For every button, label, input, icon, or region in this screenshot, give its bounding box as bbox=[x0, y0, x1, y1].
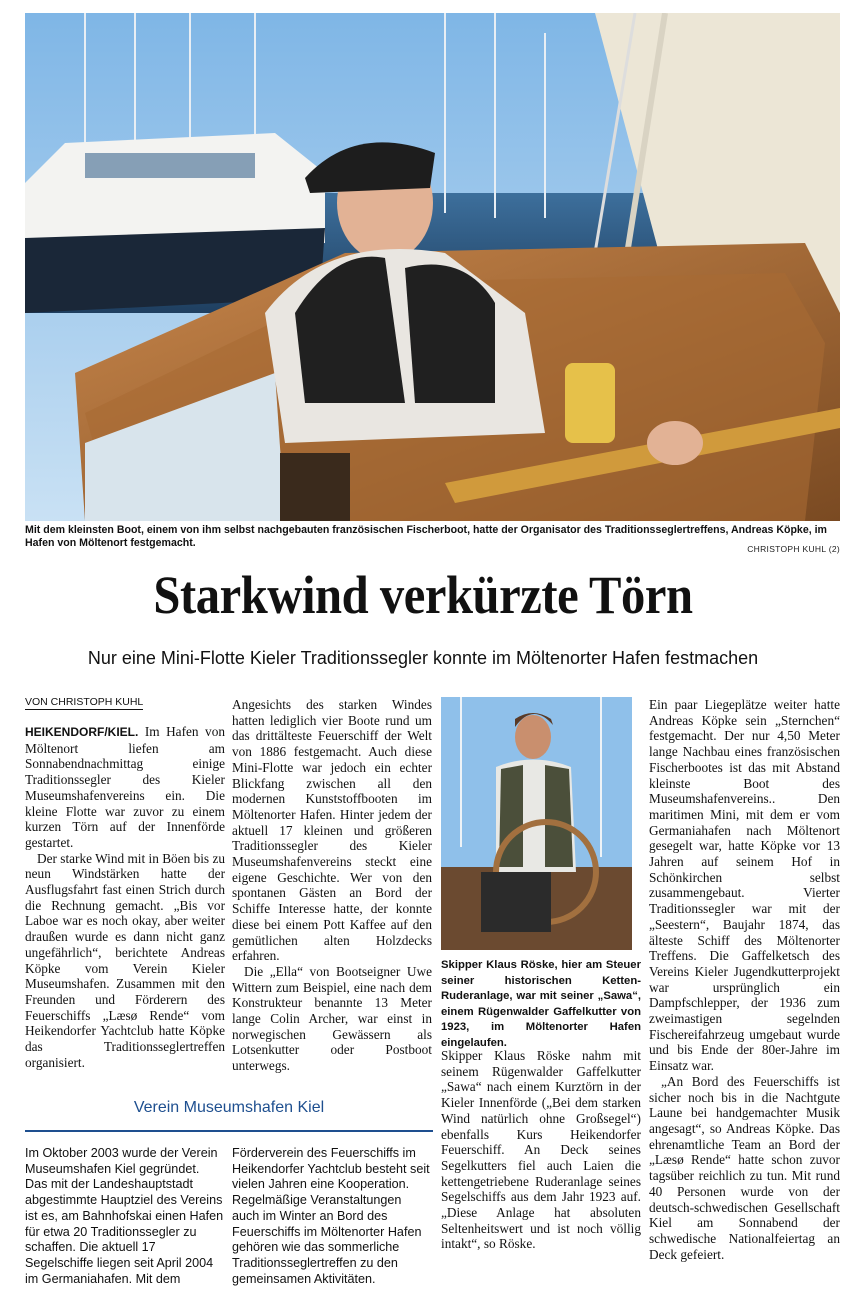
article-column-1 bbox=[25, 724, 225, 1070]
infobox-column-1: Im Oktober 2003 wurde der Verein Museumshafen Kiel gegründet. Das mit der Landeshauptstadt abgestimmte Hauptziel des Vereins ist es, am Bahnhofskai einen Hafen für etwa 20 Traditionssegler zu schaffen. Die aktuell 17 Segelschiffe liegen seit April 2004 im Germaniahafen. Mit dem bbox=[25, 1146, 224, 1286]
byline: VON CHRISTOPH KUHL bbox=[25, 696, 144, 708]
article-paragraph: „An Bord des Feuerschiffs ist sicher noch bis in die Nachtgute Laune bei handgemachter Musik angesagt“, so Andreas Köpke. Das ehrenamtliche Team an Bord der „Læsø Rende“ hatte schon zuvor tagsüber reichlich zu tun. Mit rund 40 Personen wurde von der deutsch-schwedischen Gesellschaft Kiel am Sonnabend der schwedische Nationalfeiertag an Deck gefeiert. bbox=[649, 1073, 840, 1262]
article-paragraph bbox=[25, 724, 225, 851]
article-column-3 bbox=[441, 1048, 641, 1252]
headline: Starkwind verkürzte Törn bbox=[153, 565, 693, 625]
infobox-column-2: Förderverein des Feuerschiffs im Heikendorfer Yachtclub besteht seit vielen Jahren eine Kooperation. Regelmäßige Veranstaltungen auch im Winter an Bord des Feuerschiffs im Möltenorter Hafen gehören wie das sommerliche Traditionsseglertreffen zu den gemeinsamen Aktivitäten. bbox=[232, 1146, 430, 1286]
article-paragraph: Skipper Klaus Röske nahm mit seinem Rügenwalder Gaffelkutter „Sawa“ nach einem Kurztörn in der Kieler Innenförde („Bei dem starken Wind natürlich ohne Großsegel“) ebenfalls Kurs Heikendorfer Feuerschiff. An Deck seines Segelkutters fiel auch Laien die kettengetriebene Ruderanlage seines Segelschiffs aus dem Jahr 1923 auf. „Diese Anlage hat absoluten Seltenheitswert und ist noch völlig intakt“, so Röske. bbox=[441, 1048, 641, 1252]
article-paragraph: Ein paar Liegeplätze weiter hatte Andreas Köpke sein „Sternchen“ festgemacht. Der nur 4,50 Meter lange Nachbau eines französischen Fischerbootes ist das mit Abstand kleinste Boot des Museumshafenvereins.. Den maritimen Mini, mit dem er vom Germaniahafen nach Möltenort gesegelt war, hatte Köpke vor 13 Jahren auf seinem Hof in Schönkirchen selbst zusammengebaut. Vierter Traditionssegler war mit der „Seestern“, Baujahr 1874, das älteste Schiff des Möltenorter Treffens. Die Gaffelketsch des Vereins Kieler Jugendkutterprojekt war ursprünglich ein Dampfschlepper, der 1936 zum zweimastigen segelnden Fischereifahrzeug umgebaut wurde und bis Ende der 80er-Jahre im Einsatz war. bbox=[649, 697, 840, 1074]
photo-caption: Mit dem kleinsten Boot, einem von ihm selbst nachgebauten französischen Fischerboot, hatte der Organisator des Traditionsseglertreffens, Andreas Köpke, im Hafen von Möltenort festgemacht. bbox=[25, 524, 827, 549]
subheadline: Nur eine Mini-Flotte Kieler Traditionssegler konnte im Möltenorter Hafen festmachen bbox=[87, 648, 759, 668]
article-text: Im Hafen von Möltenort liefen am Sonnabendnachmittag einige Traditionssegler des Kieler Museumshafenvereins ein. Die kleine Flotte war zuvor zu einem kurzen Törn auf der Innenförde gestartet. bbox=[25, 724, 225, 850]
article-paragraph: Der starke Wind mit in Böen bis zu neun Windstärken hatte der Ausflugsfahrt fast einen Strich durch die Rechnung gemacht. „Bis vor Laboe war es noch okay, aber weiter draußen wurde es dann nicht ganz ungefährlich“, berichtete Andreas Köpke vom Verein Kieler Museumshafen. Zusammen mit den Freunden und Förderern des Feuerschiffs „Læsø Rende“ vom Heikendorfer Yachtclub hatte Köpke das Traditionsseglertreffen organisiert. bbox=[25, 850, 225, 1070]
hero-photo-drawing bbox=[25, 13, 840, 521]
infobox-divider bbox=[25, 1130, 433, 1132]
article-paragraph: Angesichts des starken Windes hatten lediglich vier Boote rund um das drittälteste Feuerschiff der Welt von 1886 festgemacht. Auch diese Mini-Flotte war jedoch ein echter Blickfang zwischen all den modernen Kunststoffbooten im Möltenorter Hafen. Hinter jedem der aktuell 17 kleinen und größeren Traditionssegler des Kieler Museumshafenvereins steckt eine eigene Geschichte. Wer von den spontanen Gästen an Bord der Schiffe Interesse hatte, der konnte diese bei einem Pott Kaffee auf den gemütlichen alten Holzdecks erfahren. bbox=[232, 697, 432, 964]
skipper-photo-drawing bbox=[441, 697, 632, 950]
infobox-title: Verein Museumshafen Kiel bbox=[133, 1099, 325, 1116]
photo-credit: CHRISTOPH KUHL (2) bbox=[747, 544, 840, 554]
dateline: HEIKENDORF/KIEL. bbox=[25, 725, 139, 739]
article-column-2 bbox=[232, 697, 432, 1074]
article-column-4 bbox=[649, 697, 840, 1262]
hero-photo bbox=[25, 13, 840, 521]
skipper-photo bbox=[441, 697, 632, 950]
skipper-photo-caption: Skipper Klaus Röske, hier am Steuer seiner historischen Ketten-Ruderanlage, war mit seiner „Sawa“, einem Rügenwalder Gaffelkutter von 1923, im Möltenorter Hafen eingelaufen. bbox=[441, 959, 641, 1049]
article-paragraph: Die „Ella“ von Bootseigner Uwe Wittern zum Beispiel, eine nach dem Konstrukteur benannte 13 Meter lange Colin Archer, war einst in norwegischen Gewässern als Lotsenkutter oder Postboot unterwegs. bbox=[232, 963, 432, 1074]
